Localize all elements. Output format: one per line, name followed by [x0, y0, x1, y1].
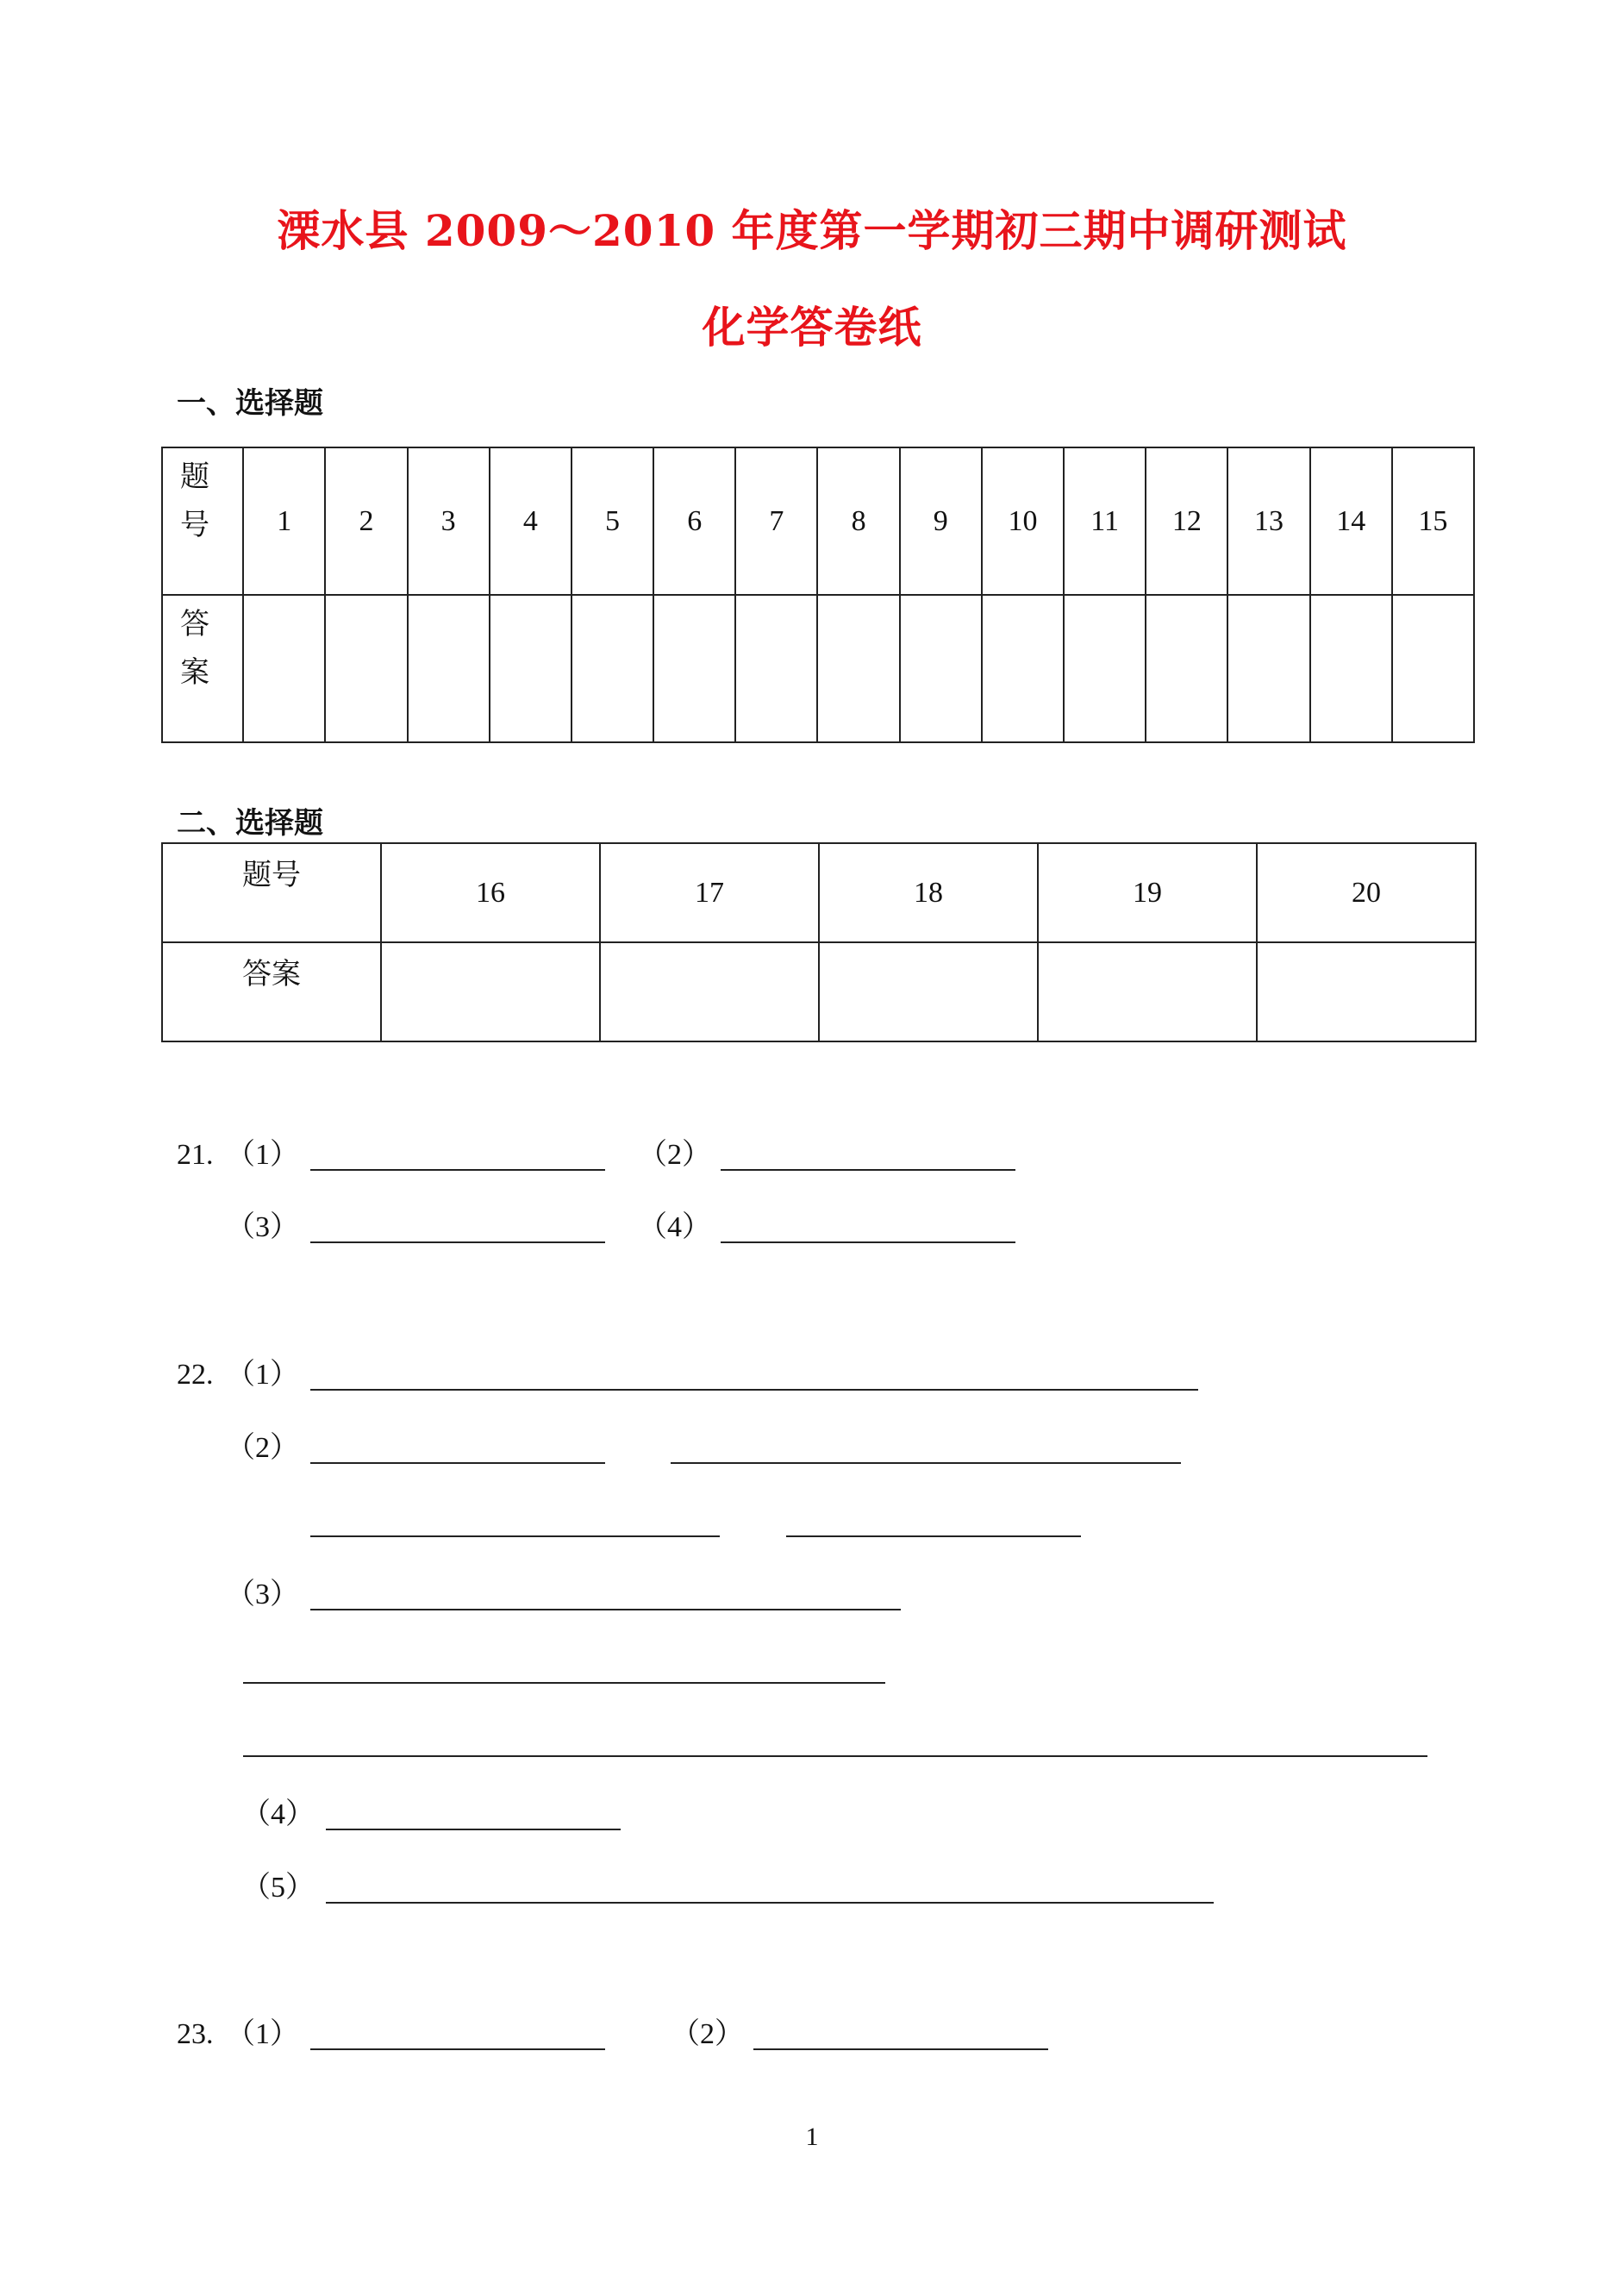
answer-cell[interactable] — [1310, 595, 1392, 742]
answer-cell[interactable] — [653, 595, 735, 742]
question-number-cell: 10 — [982, 447, 1064, 595]
row-label-char: 题 — [180, 461, 209, 493]
question-number-cell: 17 — [600, 843, 819, 942]
part-label: （3） — [226, 1579, 299, 1610]
row-label-number — [162, 447, 243, 595]
question-number: 22. — [177, 1359, 214, 1391]
answer-blank[interactable] — [721, 1169, 1015, 1171]
answer-blank[interactable] — [310, 1389, 1198, 1391]
answer-cell[interactable] — [1064, 595, 1146, 742]
table-row-numbers — [162, 843, 1476, 942]
answer-cell[interactable] — [1392, 595, 1474, 742]
question-number-cell: 20 — [1257, 843, 1476, 942]
answer-cell[interactable] — [1257, 942, 1476, 1041]
answer-cell[interactable] — [735, 595, 817, 742]
answer-cell[interactable] — [817, 595, 899, 742]
answer-cell[interactable] — [408, 595, 490, 742]
row-label-answer — [162, 595, 243, 742]
answer-table-2 — [161, 842, 1477, 1042]
question-number-cell: 11 — [1064, 447, 1146, 595]
question-number-cell: 13 — [1227, 447, 1309, 595]
part-label: （2） — [226, 1432, 299, 1464]
answer-cell[interactable] — [900, 595, 982, 742]
answer-cell[interactable] — [1038, 942, 1257, 1041]
answer-cell[interactable] — [572, 595, 653, 742]
answer-blank[interactable] — [310, 1609, 901, 1610]
answer-cell[interactable] — [243, 595, 325, 742]
section-heading-1: 一、选择题 — [177, 386, 323, 421]
row-label-answer: 答案 — [162, 942, 381, 1041]
answer-cell[interactable] — [490, 595, 572, 742]
answer-blank[interactable] — [326, 1829, 621, 1830]
question-number-cell: 15 — [1392, 447, 1474, 595]
answer-blank[interactable] — [310, 1169, 605, 1171]
question-number-cell: 6 — [653, 447, 735, 595]
question-number-cell: 19 — [1038, 843, 1257, 942]
answer-blank[interactable] — [243, 1755, 1427, 1757]
page-title: 溧水县 2009～2010 年度第一学期初三期中调研测试 — [277, 205, 1347, 256]
part-label: （1） — [226, 2018, 299, 2050]
question-number-cell: 5 — [572, 447, 653, 595]
answer-cell[interactable] — [325, 595, 407, 742]
question-number: 21. — [177, 1139, 214, 1171]
part-label: （5） — [241, 1872, 315, 1904]
answer-blank[interactable] — [326, 1902, 1214, 1904]
page-number: 1 — [805, 2123, 819, 2151]
answer-blank[interactable] — [310, 1462, 605, 1464]
part-label: （2） — [671, 2018, 744, 2050]
page-subtitle: 化学答卷纸 — [702, 302, 922, 353]
answer-blank[interactable] — [310, 1535, 720, 1537]
answer-blank[interactable] — [243, 1682, 885, 1684]
table-row-answers — [162, 942, 1476, 1041]
question-number: 23. — [177, 2018, 214, 2050]
row-label-char: 答 — [180, 609, 209, 641]
answer-blank[interactable] — [786, 1535, 1081, 1537]
question-number-cell: 9 — [900, 447, 982, 595]
answer-cell[interactable] — [600, 942, 819, 1041]
part-label: （4） — [638, 1211, 711, 1243]
answer-blank[interactable] — [310, 1241, 605, 1243]
answer-cell[interactable] — [1146, 595, 1227, 742]
answer-cell[interactable] — [1227, 595, 1309, 742]
question-number-cell: 1 — [243, 447, 325, 595]
part-label: （3） — [226, 1211, 299, 1243]
question-number-cell: 18 — [819, 843, 1038, 942]
answer-table-1 — [161, 447, 1475, 743]
section-heading-2: 二、选择题 — [177, 806, 323, 841]
question-number-cell: 7 — [735, 447, 817, 595]
question-number-cell: 2 — [325, 447, 407, 595]
row-label-number: 题号 — [162, 843, 381, 942]
answer-blank[interactable] — [310, 2048, 605, 2050]
table-row-answers — [162, 595, 1474, 742]
answer-cell[interactable] — [819, 942, 1038, 1041]
question-number-cell: 14 — [1310, 447, 1392, 595]
answer-cell[interactable] — [381, 942, 600, 1041]
answer-blank[interactable] — [671, 1462, 1181, 1464]
question-number-cell: 4 — [490, 447, 572, 595]
answer-blank[interactable] — [753, 2048, 1048, 2050]
row-label-char: 案 — [180, 657, 209, 689]
row-label-char: 号 — [180, 510, 209, 541]
question-number-cell: 16 — [381, 843, 600, 942]
question-number-cell: 3 — [408, 447, 490, 595]
answer-cell[interactable] — [982, 595, 1064, 742]
table-row-numbers — [162, 447, 1474, 595]
part-label: （1） — [226, 1359, 299, 1391]
part-label: （4） — [241, 1798, 315, 1830]
answer-blank[interactable] — [721, 1241, 1015, 1243]
question-number-cell: 8 — [817, 447, 899, 595]
part-label: （2） — [638, 1139, 711, 1171]
part-label: （1） — [226, 1139, 299, 1171]
question-number-cell: 12 — [1146, 447, 1227, 595]
